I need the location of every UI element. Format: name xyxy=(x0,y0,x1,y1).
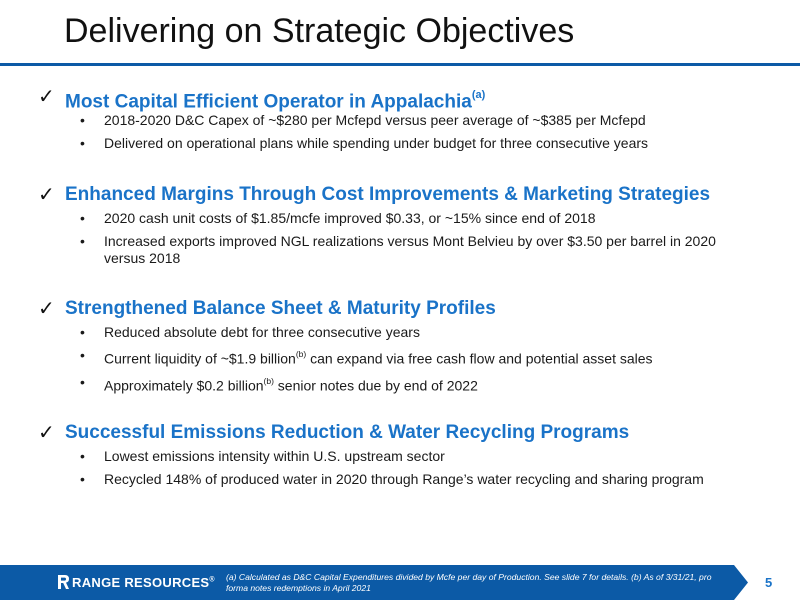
bullet-text: Recycled 148% of produced water in 2020 through Range’s water recycling and sharing program xyxy=(104,471,704,487)
footnote-ref: (a) xyxy=(471,89,486,101)
bullet-text: Increased exports improved NGL realizations versus Mont Belvieu by over $3.50 per barrel in 2020 versus 2018 xyxy=(104,233,716,266)
checkmark-icon: ✓ xyxy=(38,184,55,206)
bullet-icon: • xyxy=(80,135,85,151)
bullet-text: can expand via free cash flow and potential asset sales xyxy=(306,350,653,367)
bullet-text: 2018-2020 D&C Capex of ~$280 per Mcfepd versus peer average of ~$385 per Mcfepd xyxy=(104,112,646,128)
bullet-text: Current liquidity of ~$1.9 billion xyxy=(104,350,296,367)
section-emissions-water xyxy=(0,420,800,494)
bullet-item xyxy=(0,210,800,227)
section-balance-sheet xyxy=(0,296,800,400)
footnote-text: (a) Calculated as D&C Capital Expenditures divided by Mcfe per day of Production. See slide 7 for details. (b) As of 3/31/21, pro forma notes redemptions in April 2021 xyxy=(226,572,712,593)
footer-bar xyxy=(0,565,800,600)
bullet-item xyxy=(0,471,800,488)
page-number: 5 xyxy=(765,575,773,590)
bullet-item xyxy=(0,135,800,152)
bullet-text: Lowest emissions intensity within U.S. upstream sector xyxy=(104,448,445,464)
section-heading xyxy=(65,84,485,115)
bullet-icon: • xyxy=(80,324,85,340)
checkmark-icon: ✓ xyxy=(38,422,55,444)
company-logo xyxy=(58,575,215,590)
bullet-icon: • xyxy=(80,373,85,390)
section-heading: Strengthened Balance Sheet & Maturity Profiles xyxy=(65,298,496,319)
bullet-icon: • xyxy=(80,347,85,363)
slide-title: Delivering on Strategic Objectives xyxy=(64,12,575,50)
bullet-icon: • xyxy=(80,233,85,249)
section-heading-text: Most Capital Efficient Operator in Appalachia xyxy=(65,91,472,113)
section-heading: Enhanced Margins Through Cost Improvements & Marketing Strategies xyxy=(65,184,711,205)
bullet-icon: • xyxy=(80,112,85,128)
bullet-text: senior notes due by end of 2022 xyxy=(273,377,478,394)
checkmark-icon: ✓ xyxy=(38,298,55,320)
section-enhanced-margins xyxy=(0,182,800,273)
company-name: RANGE RESOURCES xyxy=(72,575,210,590)
bullet-item xyxy=(0,324,800,341)
bullet-icon: • xyxy=(80,210,85,226)
registered-mark: ® xyxy=(209,576,215,584)
section-heading: Successful Emissions Reduction & Water Recycling Programs xyxy=(65,422,630,443)
range-logo-icon xyxy=(58,575,69,589)
checkmark-icon: ✓ xyxy=(38,86,55,108)
bullet-item xyxy=(0,448,800,465)
footnote-ref: (b) xyxy=(263,375,274,386)
bullet-icon: • xyxy=(80,448,85,464)
bullet-item xyxy=(0,112,800,129)
bullet-icon: • xyxy=(80,471,85,487)
bullet-item xyxy=(0,347,800,368)
bullet-text: Reduced absolute debt for three consecutive years xyxy=(104,324,420,340)
footnote-ref: (b) xyxy=(295,349,307,359)
section-capital-efficiency xyxy=(0,84,800,158)
bullet-item xyxy=(0,233,800,267)
title-divider xyxy=(0,63,800,66)
bullet-text: Approximately $0.2 billion xyxy=(104,377,264,394)
bullet-text: 2020 cash unit costs of $1.85/mcfe improved $0.33, or ~15% since end of 2018 xyxy=(104,210,596,226)
bullet-text: Delivered on operational plans while spending under budget for three consecutive years xyxy=(104,135,649,151)
bullet-item xyxy=(0,374,800,395)
